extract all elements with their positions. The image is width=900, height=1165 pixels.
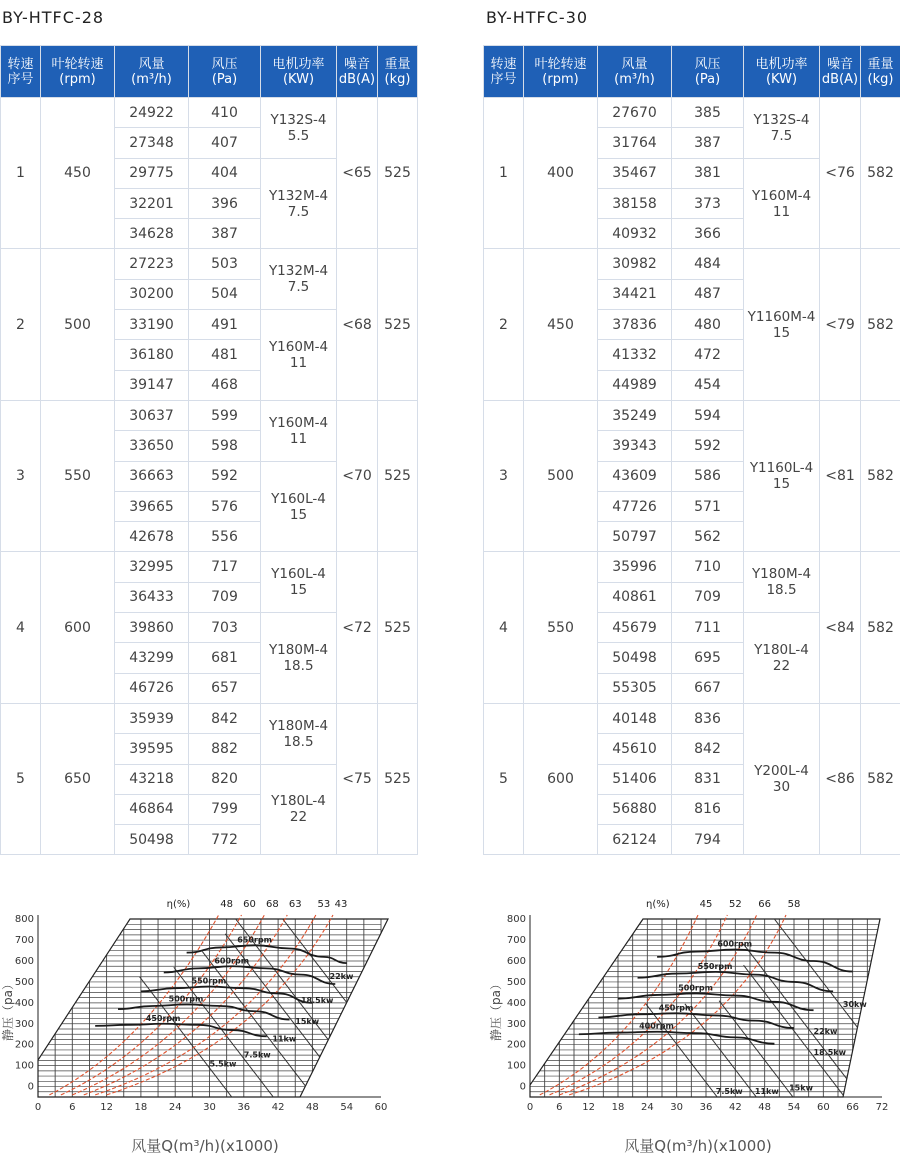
pressure-cell: 472 xyxy=(672,340,744,370)
x-tick-label: 24 xyxy=(168,1102,182,1113)
column-header: 叶轮转速 (rpm) xyxy=(41,46,115,98)
pressure-cell: 709 xyxy=(672,582,744,612)
motor-power-cell: Y160L-4 15 xyxy=(261,552,337,613)
chart-grid xyxy=(530,915,882,1097)
pressure-cell: 487 xyxy=(672,279,744,309)
pressure-cell: 794 xyxy=(672,825,744,855)
pressure-cell: 504 xyxy=(189,279,261,309)
efficiency-label: 52 xyxy=(728,899,742,910)
pressure-cell: 556 xyxy=(189,522,261,552)
pressure-cell: 842 xyxy=(672,734,744,764)
flow-cell: 27223 xyxy=(115,249,189,279)
motor-power-cell: Y160M-4 11 xyxy=(744,158,820,249)
pressure-cell: 454 xyxy=(672,370,744,400)
x-tick-label: 36 xyxy=(237,1102,251,1113)
y-tick-label: 300 xyxy=(14,1018,34,1030)
chart-y-axis-label: 静压（pa） xyxy=(1,978,15,1041)
power-label: 22kw xyxy=(329,971,354,981)
chart-x-axis-label: 风量Q(m³/h)(x1000) xyxy=(131,1137,279,1155)
rpm-cell: 650 xyxy=(41,703,115,854)
noise-cell: <75 xyxy=(337,703,378,854)
y-tick-label: 600 xyxy=(14,956,34,968)
speed-no-cell: 2 xyxy=(484,249,524,400)
motor-power-cell: Y160M-4 11 xyxy=(261,400,337,461)
noise-cell: <68 xyxy=(337,249,378,400)
y-tick-label: 800 xyxy=(14,914,34,926)
column-header: 噪音 dB(A) xyxy=(820,46,861,98)
motor-power-cell: Y132S-4 7.5 xyxy=(744,98,820,159)
pressure-cell: 503 xyxy=(189,249,261,279)
motor-power-cell: Y180M-4 18.5 xyxy=(744,552,820,613)
rpm-curve-label: 500rpm xyxy=(678,983,713,993)
pressure-cell: 836 xyxy=(672,703,744,733)
power-label: 22kw xyxy=(813,1027,838,1037)
flow-cell: 27670 xyxy=(598,98,672,128)
rpm-curve-label: 600rpm xyxy=(717,939,753,949)
y-tick-label: 200 xyxy=(506,1039,526,1051)
noise-cell: <70 xyxy=(337,400,378,551)
noise-cell: <79 xyxy=(820,249,861,400)
weight-cell: 525 xyxy=(378,552,418,703)
rpm-cell: 500 xyxy=(41,249,115,400)
weight-cell: 582 xyxy=(861,400,900,551)
motor-power-cell: Y180M-4 18.5 xyxy=(261,703,337,764)
x-tick-label: 12 xyxy=(582,1102,596,1113)
weight-cell: 525 xyxy=(378,400,418,551)
rpm-curve-label: 600rpm xyxy=(214,956,250,966)
column-header: 风压 (Pa) xyxy=(672,46,744,98)
flow-cell: 47726 xyxy=(598,491,672,521)
motor-power-cell: Y132S-4 5.5 xyxy=(261,98,337,159)
noise-cell: <84 xyxy=(820,552,861,703)
speed-no-cell: 2 xyxy=(1,249,41,400)
flow-cell: 62124 xyxy=(598,825,672,855)
noise-cell: <65 xyxy=(337,98,378,249)
flow-cell: 51406 xyxy=(598,764,672,794)
pressure-cell: 562 xyxy=(672,522,744,552)
table-row xyxy=(1,400,418,430)
x-tick-label: 72 xyxy=(875,1102,889,1113)
performance-chart-htfc-30 xyxy=(488,895,900,1165)
rpm-curve-650rpm xyxy=(187,945,347,966)
x-tick-label: 24 xyxy=(640,1102,654,1113)
pressure-cell: 576 xyxy=(189,491,261,521)
y-tick-label: 500 xyxy=(506,976,526,988)
column-header: 转速 序号 xyxy=(484,46,524,98)
column-header: 电机功率 (KW) xyxy=(261,46,337,98)
column-header: 风压 (Pa) xyxy=(189,46,261,98)
flow-cell: 55305 xyxy=(598,673,672,703)
flow-cell: 56880 xyxy=(598,794,672,824)
flow-cell: 24922 xyxy=(115,98,189,128)
efficiency-label: 68 xyxy=(266,899,279,910)
pressure-cell: 468 xyxy=(189,370,261,400)
flow-cell: 44989 xyxy=(598,370,672,400)
power-label: 11kw xyxy=(272,1034,297,1044)
motor-power-cell: Y132M-4 7.5 xyxy=(261,158,337,249)
x-tick-label: 60 xyxy=(816,1102,830,1113)
y-tick-label: 400 xyxy=(506,997,526,1009)
efficiency-label: 53 xyxy=(317,899,331,910)
chart-y-axis-label: 静压（pa） xyxy=(489,978,503,1041)
pressure-cell: 882 xyxy=(189,734,261,764)
power-label: 18.5kw xyxy=(300,995,334,1005)
model-title-htfc-28: BY-HTFC-28 xyxy=(2,8,105,27)
pressure-cell: 481 xyxy=(189,340,261,370)
table-row xyxy=(1,552,418,582)
pressure-cell: 410 xyxy=(189,98,261,128)
speed-no-cell: 4 xyxy=(484,552,524,703)
spec-table-htfc-30 xyxy=(483,45,900,855)
column-header: 电机功率 (KW) xyxy=(744,46,820,98)
rpm-cell: 550 xyxy=(41,400,115,551)
motor-power-cell: Y1160M-4 15 xyxy=(744,249,820,400)
speed-no-cell: 3 xyxy=(1,400,41,551)
efficiency-axis-label: η(%) xyxy=(166,899,191,910)
y-tick-label: 200 xyxy=(14,1039,34,1051)
column-header: 重量 (kg) xyxy=(378,46,418,98)
efficiency-label: 48 xyxy=(220,899,234,910)
pressure-cell: 681 xyxy=(189,643,261,673)
motor-power-cell: Y180L-4 22 xyxy=(744,613,820,704)
pressure-cell: 799 xyxy=(189,794,261,824)
efficiency-label: 63 xyxy=(288,899,302,910)
x-tick-label: 54 xyxy=(787,1102,801,1113)
efficiency-label: 58 xyxy=(787,899,801,910)
x-tick-label: 48 xyxy=(306,1102,319,1113)
y-tick-label: 700 xyxy=(14,935,34,947)
x-tick-label: 6 xyxy=(556,1102,563,1113)
flow-cell: 40932 xyxy=(598,219,672,249)
column-header: 风量 (m³/h) xyxy=(598,46,672,98)
pressure-cell: 599 xyxy=(189,400,261,430)
motor-power-cell: Y180M-4 18.5 xyxy=(261,613,337,704)
flow-cell: 50797 xyxy=(598,522,672,552)
speed-no-cell: 1 xyxy=(1,98,41,249)
motor-power-cell: Y1160L-4 15 xyxy=(744,400,820,551)
pressure-cell: 594 xyxy=(672,400,744,430)
noise-cell: <76 xyxy=(820,98,861,249)
flow-cell: 46726 xyxy=(115,673,189,703)
rpm-curve-label: 550rpm xyxy=(191,976,227,986)
flow-cell: 45679 xyxy=(598,613,672,643)
y-tick-label: 600 xyxy=(506,956,526,968)
performance-chart-htfc-28 xyxy=(0,895,420,1165)
flow-cell: 39147 xyxy=(115,370,189,400)
rpm-cell: 450 xyxy=(41,98,115,249)
flow-cell: 32995 xyxy=(115,552,189,582)
x-tick-label: 30 xyxy=(203,1102,216,1113)
pressure-cell: 820 xyxy=(189,764,261,794)
motor-power-cell: Y200L-4 30 xyxy=(744,703,820,854)
flow-cell: 38158 xyxy=(598,188,672,218)
power-label: 7.5kw xyxy=(243,1050,271,1060)
flow-cell: 39595 xyxy=(115,734,189,764)
chart-x-axis-label: 风量Q(m³/h)(x1000) xyxy=(624,1137,772,1155)
pressure-cell: 366 xyxy=(672,219,744,249)
pressure-cell: 711 xyxy=(672,613,744,643)
weight-cell: 525 xyxy=(378,703,418,854)
column-header: 重量 (kg) xyxy=(861,46,900,98)
pressure-cell: 484 xyxy=(672,249,744,279)
pressure-cell: 407 xyxy=(189,128,261,158)
noise-cell: <72 xyxy=(337,552,378,703)
flow-cell: 34628 xyxy=(115,219,189,249)
pressure-cell: 381 xyxy=(672,158,744,188)
power-label: 30kw xyxy=(842,1000,867,1010)
flow-cell: 35467 xyxy=(598,158,672,188)
flow-cell: 46864 xyxy=(115,794,189,824)
speed-no-cell: 5 xyxy=(484,703,524,854)
column-header: 噪音 dB(A) xyxy=(337,46,378,98)
table-row xyxy=(484,703,900,733)
efficiency-label: 45 xyxy=(699,899,713,910)
pressure-cell: 385 xyxy=(672,98,744,128)
flow-cell: 30982 xyxy=(598,249,672,279)
x-tick-label: 36 xyxy=(699,1102,713,1113)
x-tick-label: 66 xyxy=(846,1102,860,1113)
rpm-curve-label: 500rpm xyxy=(168,994,204,1004)
y-tick-label: 0 xyxy=(27,1081,34,1093)
table-row xyxy=(484,249,900,279)
flow-cell: 33190 xyxy=(115,310,189,340)
rpm-curve-label: 450rpm xyxy=(145,1013,181,1023)
flow-cell: 27348 xyxy=(115,128,189,158)
speed-no-cell: 1 xyxy=(484,98,524,249)
pressure-cell: 710 xyxy=(672,552,744,582)
table-row xyxy=(1,98,418,128)
y-tick-label: 400 xyxy=(14,997,34,1009)
power-label: 15kw xyxy=(295,1016,320,1026)
pressure-cell: 703 xyxy=(189,613,261,643)
x-tick-label: 54 xyxy=(340,1102,354,1113)
weight-cell: 582 xyxy=(861,703,900,854)
table-row xyxy=(484,400,900,430)
pressure-cell: 404 xyxy=(189,158,261,188)
flow-cell: 39860 xyxy=(115,613,189,643)
flow-cell: 31764 xyxy=(598,128,672,158)
y-tick-label: 700 xyxy=(506,935,526,947)
rpm-curve-label: 400rpm xyxy=(639,1021,674,1031)
power-label: 18.5kw xyxy=(813,1048,847,1058)
rpm-curve-label: 450rpm xyxy=(658,1003,694,1013)
x-tick-label: 48 xyxy=(758,1102,772,1113)
y-tick-label: 100 xyxy=(506,1060,526,1072)
flow-cell: 42678 xyxy=(115,522,189,552)
x-tick-label: 42 xyxy=(728,1102,742,1113)
y-tick-label: 800 xyxy=(506,914,526,926)
flow-cell: 30200 xyxy=(115,279,189,309)
power-label: 11kw xyxy=(754,1086,779,1096)
rpm-cell: 550 xyxy=(524,552,598,703)
power-label: 7.5kw xyxy=(715,1086,743,1096)
flow-cell: 40861 xyxy=(598,582,672,612)
motor-power-cell: Y180L-4 22 xyxy=(261,764,337,855)
noise-cell: <86 xyxy=(820,703,861,854)
efficiency-axis-label: η(%) xyxy=(646,899,670,910)
flow-cell: 35996 xyxy=(598,552,672,582)
pressure-cell: 491 xyxy=(189,310,261,340)
flow-cell: 50498 xyxy=(598,643,672,673)
y-tick-label: 300 xyxy=(506,1018,526,1030)
flow-cell: 35939 xyxy=(115,703,189,733)
table-row xyxy=(484,98,900,128)
noise-cell: <81 xyxy=(820,400,861,551)
flow-cell: 40148 xyxy=(598,703,672,733)
column-header: 叶轮转速 (rpm) xyxy=(524,46,598,98)
pressure-cell: 717 xyxy=(189,552,261,582)
weight-cell: 525 xyxy=(378,249,418,400)
table-row xyxy=(1,249,418,279)
flow-cell: 43299 xyxy=(115,643,189,673)
pressure-cell: 657 xyxy=(189,673,261,703)
y-tick-label: 500 xyxy=(14,976,34,988)
rpm-cell: 400 xyxy=(524,98,598,249)
flow-cell: 37836 xyxy=(598,310,672,340)
pressure-cell: 387 xyxy=(189,219,261,249)
weight-cell: 582 xyxy=(861,98,900,249)
pressure-cell: 667 xyxy=(672,673,744,703)
pressure-cell: 571 xyxy=(672,491,744,521)
motor-power-cell: Y160L-4 15 xyxy=(261,461,337,552)
x-tick-label: 0 xyxy=(526,1102,534,1113)
rpm-curve-600rpm xyxy=(164,966,336,984)
table-row xyxy=(1,703,418,733)
pressure-cell: 592 xyxy=(672,431,744,461)
flow-cell: 45610 xyxy=(598,734,672,764)
motor-power-cell: Y160M-4 11 xyxy=(261,310,337,401)
pressure-cell: 842 xyxy=(189,703,261,733)
efficiency-label: 60 xyxy=(243,899,256,910)
flow-cell: 39343 xyxy=(598,431,672,461)
rpm-cell: 600 xyxy=(41,552,115,703)
pressure-cell: 373 xyxy=(672,188,744,218)
x-tick-label: 0 xyxy=(34,1102,42,1113)
pressure-cell: 586 xyxy=(672,461,744,491)
weight-cell: 582 xyxy=(861,249,900,400)
flow-cell: 36433 xyxy=(115,582,189,612)
motor-power-cell: Y132M-4 7.5 xyxy=(261,249,337,310)
flow-cell: 39665 xyxy=(115,491,189,521)
flow-cell: 34421 xyxy=(598,279,672,309)
rpm-curve-label: 650rpm xyxy=(237,935,272,945)
column-header: 风量 (m³/h) xyxy=(115,46,189,98)
pressure-cell: 709 xyxy=(189,582,261,612)
x-tick-label: 12 xyxy=(100,1102,113,1113)
rpm-cell: 600 xyxy=(524,703,598,854)
speed-no-cell: 3 xyxy=(484,400,524,551)
pressure-cell: 592 xyxy=(189,461,261,491)
flow-cell: 33650 xyxy=(115,431,189,461)
column-header: 转速 序号 xyxy=(1,46,41,98)
pressure-cell: 396 xyxy=(189,188,261,218)
model-title-htfc-30: BY-HTFC-30 xyxy=(486,8,589,27)
pressure-cell: 598 xyxy=(189,431,261,461)
pressure-cell: 831 xyxy=(672,764,744,794)
x-tick-label: 60 xyxy=(374,1102,388,1113)
speed-no-cell: 5 xyxy=(1,703,41,854)
x-tick-label: 30 xyxy=(670,1102,684,1113)
x-tick-label: 42 xyxy=(271,1102,285,1113)
efficiency-label: 43 xyxy=(334,899,348,910)
flow-cell: 32201 xyxy=(115,188,189,218)
y-tick-label: 100 xyxy=(14,1060,34,1072)
pressure-cell: 695 xyxy=(672,643,744,673)
flow-cell: 43218 xyxy=(115,764,189,794)
flow-cell: 41332 xyxy=(598,340,672,370)
efficiency-label: 66 xyxy=(758,899,772,910)
speed-no-cell: 4 xyxy=(1,552,41,703)
power-label: 15kw xyxy=(789,1083,813,1093)
rpm-cell: 450 xyxy=(524,249,598,400)
y-tick-label: 0 xyxy=(519,1081,526,1093)
x-tick-label: 18 xyxy=(611,1102,625,1113)
rpm-cell: 500 xyxy=(524,400,598,551)
flow-cell: 35249 xyxy=(598,400,672,430)
pressure-cell: 816 xyxy=(672,794,744,824)
flow-cell: 36180 xyxy=(115,340,189,370)
flow-cell: 30637 xyxy=(115,400,189,430)
spec-table-htfc-28 xyxy=(0,45,418,855)
flow-cell: 50498 xyxy=(115,825,189,855)
pressure-cell: 387 xyxy=(672,128,744,158)
pressure-cell: 772 xyxy=(189,825,261,855)
power-label: 5.5kw xyxy=(209,1059,237,1069)
flow-cell: 43609 xyxy=(598,461,672,491)
table-row xyxy=(484,552,900,582)
pressure-cell: 480 xyxy=(672,310,744,340)
weight-cell: 582 xyxy=(861,552,900,703)
x-tick-label: 18 xyxy=(134,1102,148,1113)
flow-cell: 36663 xyxy=(115,461,189,491)
flow-cell: 29775 xyxy=(115,158,189,188)
efficiency-line xyxy=(550,915,728,1095)
weight-cell: 525 xyxy=(378,98,418,249)
rpm-curve-label: 550rpm xyxy=(697,961,733,971)
x-tick-label: 6 xyxy=(69,1102,76,1113)
